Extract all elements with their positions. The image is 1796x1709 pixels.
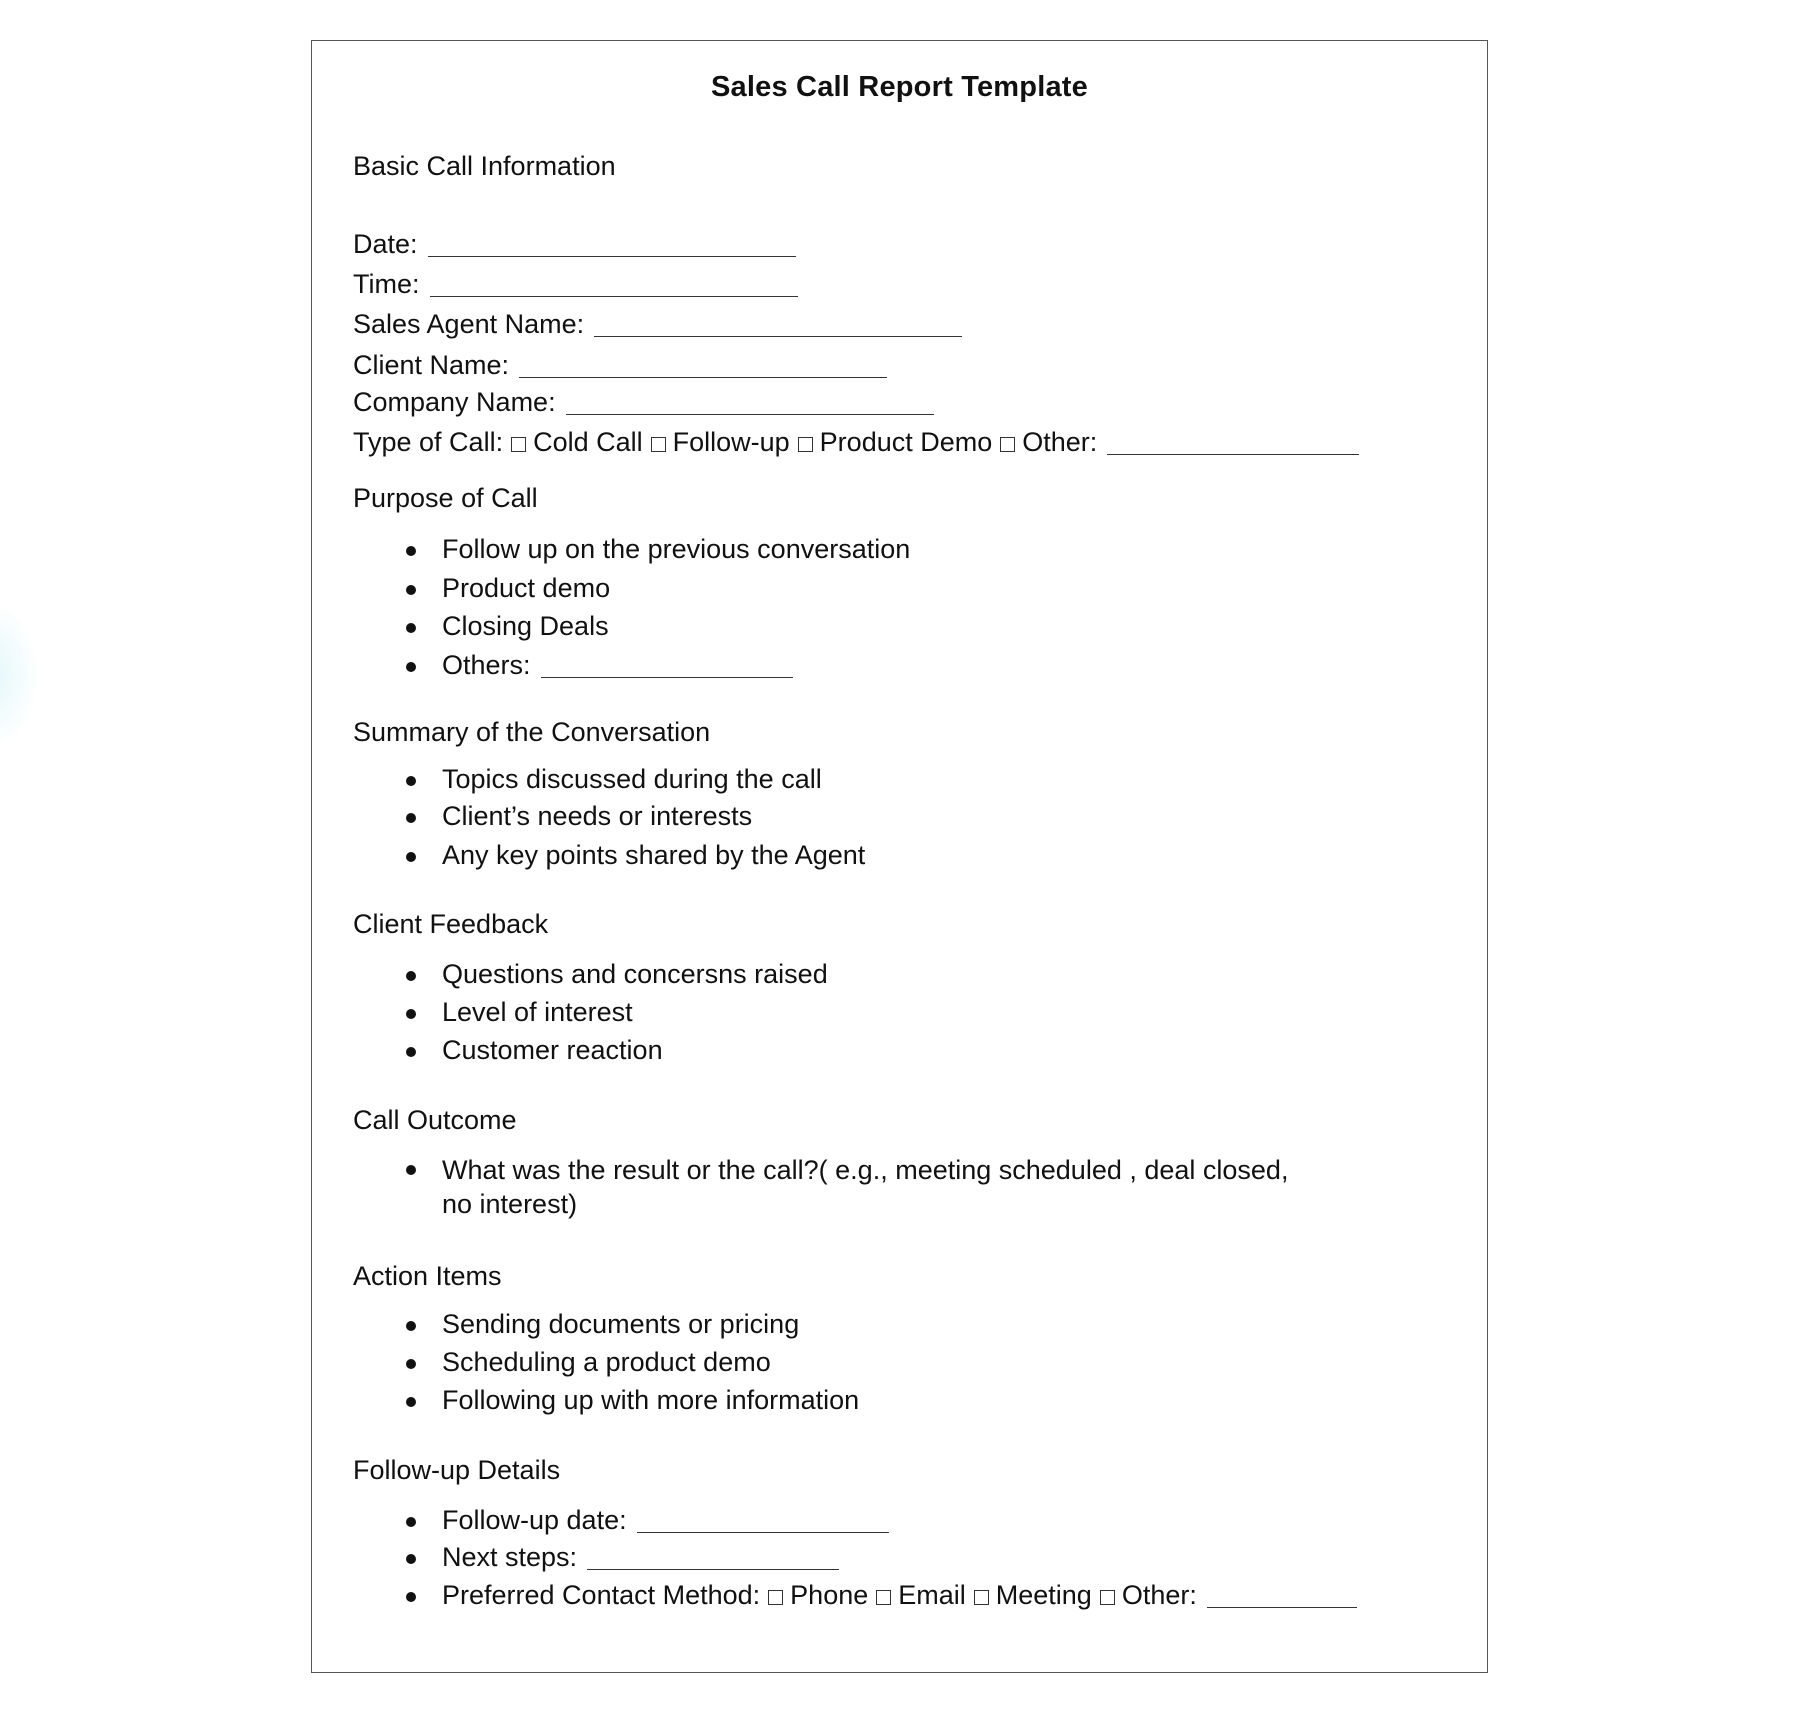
next-steps-label: Next steps: [442,1542,578,1572]
list-item-text: Topics discussed during the call [442,764,822,794]
date-label: Date: [353,229,418,259]
list-item [442,1542,839,1573]
option-follow-up: Follow-up [672,427,790,457]
time-input-line[interactable] [430,296,798,297]
list-item [442,801,752,832]
list-item-text: Follow up on the previous conversation [442,534,911,564]
list-item-text: Sending documents or pricing [442,1309,800,1339]
bullet [406,971,416,981]
report-page [311,40,1488,1673]
list-item [442,840,865,871]
list-item-text: Level of interest [442,997,633,1027]
date-input-line[interactable] [428,256,796,257]
option-meeting: Meeting [995,1580,1092,1610]
followup-date-label: Follow-up date: [442,1505,627,1535]
bullet [406,1397,416,1407]
option-other: Other: [1022,427,1098,457]
list-item [442,650,793,681]
list-item [442,1035,663,1066]
list-item [442,534,910,565]
bullet [406,1009,416,1019]
contact-other-line[interactable] [1207,1607,1357,1608]
bullet [406,546,416,556]
checkbox-phone[interactable] [768,1590,783,1605]
list-item [442,1153,1312,1221]
feedback-heading: Client Feedback [353,909,549,939]
company-field [353,387,934,418]
checkbox-follow-up[interactable] [651,437,666,452]
list-item [442,1580,1357,1611]
bullet [406,1517,416,1527]
list-item [442,1347,771,1378]
company-input-line[interactable] [566,414,934,415]
bullet [406,1165,416,1175]
others-input-line[interactable] [541,677,793,678]
client-label: Client Name: [353,350,510,380]
summary-heading: Summary of the Conversation [353,717,711,747]
checkbox-meeting[interactable] [974,1590,989,1605]
next-steps-line[interactable] [587,1569,839,1570]
list-item [442,959,828,990]
list-item-text: Client’s needs or interests [442,801,753,831]
agent-input-line[interactable] [594,336,962,337]
list-item-text: Others: [442,650,531,680]
contact-method-label: Preferred Contact Method: [442,1580,761,1610]
call-type-field [353,427,1359,458]
list-item [442,764,822,795]
bullet [406,623,416,633]
list-item-text: Questions and concersns raised [442,959,828,989]
list-item-text: Following up with more information [442,1385,860,1415]
option-phone: Phone [790,1580,869,1610]
actions-heading: Action Items [353,1261,502,1291]
bullet [406,1592,416,1602]
other-call-type-line[interactable] [1107,454,1359,455]
checkbox-cold-call[interactable] [511,437,526,452]
checkbox-contact-other[interactable] [1100,1590,1115,1605]
followup-heading: Follow-up Details [353,1455,561,1485]
list-item [442,1309,799,1340]
list-item [442,997,633,1028]
list-item-text: Customer reaction [442,1035,663,1065]
bullet [406,585,416,595]
list-item-text: Closing Deals [442,611,609,641]
list-item-text: Any key points shared by the Agent [442,840,866,870]
agent-label: Sales Agent Name: [353,309,585,339]
client-field [353,350,887,381]
date-field [353,229,796,260]
time-label: Time: [353,269,420,299]
bullet [406,662,416,672]
list-item [442,573,610,604]
option-contact-other: Other: [1121,1580,1197,1610]
agent-field [353,309,962,340]
time-field [353,269,798,300]
bullet [406,1554,416,1564]
list-item-text: Product demo [442,573,611,603]
list-item-text: Scheduling a product demo [442,1347,771,1377]
list-item [442,611,609,642]
call-type-label: Type of Call: [353,427,504,457]
list-item [442,1385,859,1416]
purpose-heading: Purpose of Call [353,483,538,513]
checkbox-other[interactable] [1000,437,1015,452]
option-email: Email [898,1580,966,1610]
bullet [406,1047,416,1057]
list-item-text: What was the result or the call?( e.g., meeting scheduled , deal closed, no interest) [442,1155,1289,1219]
followup-date-line[interactable] [637,1532,889,1533]
bullet [406,776,416,786]
bullet [406,1359,416,1369]
bullet [406,852,416,862]
option-product-demo: Product Demo [819,427,993,457]
option-cold-call: Cold Call [533,427,643,457]
background-glow [0,600,40,750]
client-input-line[interactable] [519,377,887,378]
bullet [406,1321,416,1331]
checkbox-email[interactable] [876,1590,891,1605]
page-title: Sales Call Report Template [711,71,1088,103]
list-item [442,1505,889,1536]
outcome-heading: Call Outcome [353,1105,517,1135]
checkbox-product-demo[interactable] [798,437,813,452]
company-label: Company Name: [353,387,556,417]
basic-info-heading: Basic Call Information [353,151,616,181]
bullet [406,813,416,823]
